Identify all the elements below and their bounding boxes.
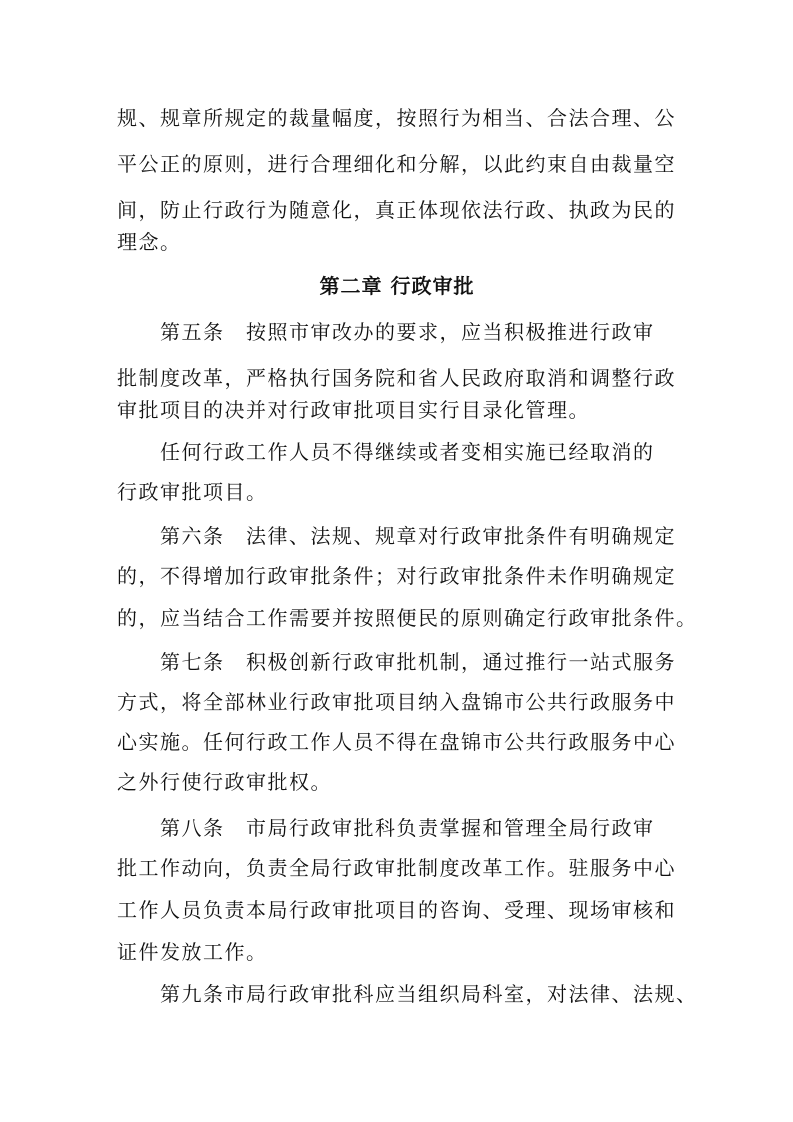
article-5-line: 第五条 按照市审改办的要求，应当积极推进行政审	[160, 320, 655, 344]
article-8-line: 工作人员负责本局行政审批项目的咨询、受理、现场审核和	[117, 898, 676, 922]
article-6-line: 的，应当结合工作需要并按照便民的原则确定行政审批条件。	[117, 606, 698, 630]
article-7-line: 第七条 积极创新行政审批机制，通过推行一站式服务	[160, 650, 676, 674]
text-line: 规、规章所规定的裁量幅度，按照行为相当、合法合理、公	[117, 106, 676, 130]
text-line: 间，防止行政行为随意化，真正体现依法行政、执政为民的	[117, 198, 676, 222]
paragraph-line: 任何行政工作人员不得继续或者变相实施已经取消的	[160, 440, 655, 464]
article-5-line: 批制度改革，严格执行国务院和省人民政府取消和调整行政	[117, 366, 676, 390]
text-line: 理念。	[117, 230, 182, 254]
article-8-line: 证件发放工作。	[117, 940, 268, 964]
article-6-line: 第六条 法律、法规、规章对行政审批条件有明确规定	[160, 524, 676, 548]
article-5-line: 审批项目的决并对行政审批项目实行目录化管理。	[117, 398, 590, 422]
article-8-line: 第八条 市局行政审批科负责掌握和管理全局行政审	[160, 816, 655, 840]
article-9-line: 第九条市局行政审批科应当组织局科室，对法律、法规、	[160, 982, 698, 1006]
text-line: 平公正的原则，进行合理细化和分解，以此约束自由裁量空	[117, 152, 676, 176]
chapter-heading: 第二章 行政审批	[319, 274, 475, 298]
paragraph-line: 行政审批项目。	[117, 480, 268, 504]
article-7-line: 方式，将全部林业行政审批项目纳入盘锦市公共行政服务中	[117, 690, 676, 714]
article-6-line: 的，不得增加行政审批条件；对行政审批条件未作明确规定	[117, 564, 676, 588]
article-7-line: 之外行使行政审批权。	[117, 770, 332, 794]
article-7-line: 心实施。任何行政工作人员不得在盘锦市公共行政服务中心	[117, 730, 676, 754]
article-8-line: 批工作动向，负责全局行政审批制度改革工作。驻服务中心	[117, 856, 676, 880]
